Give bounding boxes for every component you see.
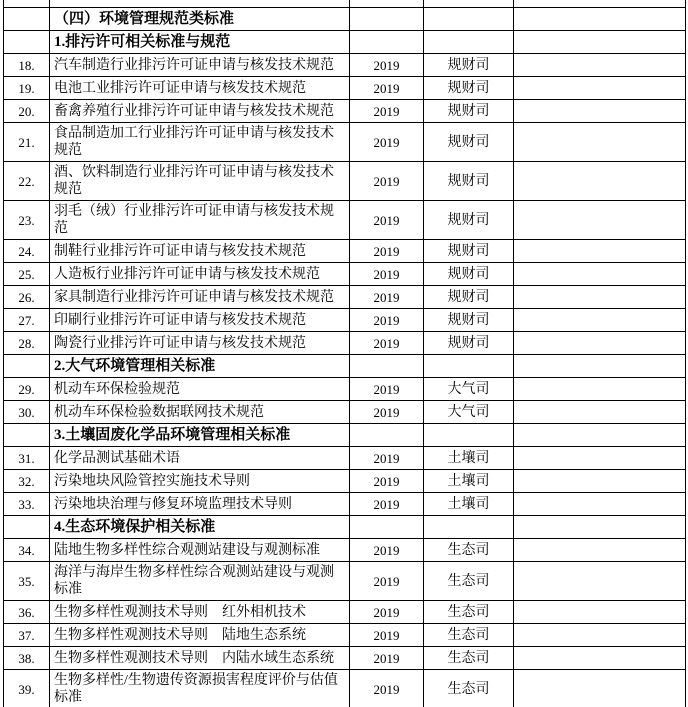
cell-title: 1.排污许可相关标准与规范 [50, 31, 350, 54]
cell-num: 38. [4, 647, 50, 670]
cell-title: 机动车环保检验规范 [50, 378, 350, 401]
cell-num: 34. [4, 539, 50, 562]
table-row [4, 493, 686, 516]
cell-notes [514, 601, 686, 624]
cell-notes [514, 401, 686, 424]
cell-num: 25. [4, 263, 50, 286]
cell-title: 污染地块治理与修复环境监理技术导则 [50, 493, 350, 516]
cell-year [350, 516, 424, 539]
cell-num: 32. [4, 470, 50, 493]
cell-year: 2019 [350, 670, 424, 707]
cell-title: 汽车制造行业排污许可证申请与核发技术规范 [50, 54, 350, 77]
cell-year: 2019 [350, 286, 424, 309]
cell-num: 39. [4, 670, 50, 707]
cell-dept: 规财司 [424, 332, 514, 355]
cell-notes [514, 493, 686, 516]
cell-dept: 规财司 [424, 54, 514, 77]
cell-title: 生物多样性/生物遗传资源损害程度评价与估值标准 [50, 670, 350, 707]
cell-title: 羽毛（绒）行业排污许可证申请与核发技术规范 [50, 201, 350, 240]
cell-year: 2019 [350, 562, 424, 601]
cell-title: 机动车环保检验数据联网技术规范 [50, 401, 350, 424]
cell-notes [514, 355, 686, 378]
cell-num: 33. [4, 493, 50, 516]
cell-num: 20. [4, 100, 50, 123]
cell-num [4, 516, 50, 539]
cell-dept: 生态司 [424, 624, 514, 647]
cell-num: 30. [4, 401, 50, 424]
table-row [4, 162, 686, 201]
cell-notes [514, 562, 686, 601]
cell-num: 23. [4, 201, 50, 240]
cell-notes [514, 539, 686, 562]
table-row [4, 670, 686, 707]
cell-title: 制鞋行业排污许可证申请与核发技术规范 [50, 240, 350, 263]
cell-num: 21. [4, 123, 50, 162]
cell-dept: 大气司 [424, 401, 514, 424]
partial-row-top [4, 0, 686, 8]
table-row [4, 123, 686, 162]
cell-year: 2019 [350, 201, 424, 240]
table-row [4, 562, 686, 601]
cell-year: 2019 [350, 401, 424, 424]
cell-num [4, 355, 50, 378]
cell-notes [514, 670, 686, 707]
cell-dept [424, 355, 514, 378]
cell-dept: 规财司 [424, 309, 514, 332]
cell-num [4, 424, 50, 447]
cell-dept: 生态司 [424, 670, 514, 707]
cell-dept: 生态司 [424, 647, 514, 670]
cell-year: 2019 [350, 309, 424, 332]
standards-table [3, 0, 686, 707]
cell-notes [514, 309, 686, 332]
cell-num: 36. [4, 601, 50, 624]
cell-notes [514, 470, 686, 493]
cell-dept: 土壤司 [424, 493, 514, 516]
table-row [4, 201, 686, 240]
cell-title: 人造板行业排污许可证申请与核发技术规范 [50, 263, 350, 286]
cell-title: 海洋与海岸生物多样性综合观测站建设与观测标准 [50, 562, 350, 601]
cell-notes [514, 8, 686, 31]
cell-empty [350, 0, 424, 8]
cell-empty [424, 0, 514, 8]
cell-year: 2019 [350, 54, 424, 77]
cell-dept: 规财司 [424, 286, 514, 309]
cell-notes [514, 263, 686, 286]
table-row [4, 309, 686, 332]
cell-notes [514, 332, 686, 355]
cell-num: 35. [4, 562, 50, 601]
cell-title: 污染地块风险管控实施技术导则 [50, 470, 350, 493]
table-row [4, 54, 686, 77]
cell-notes [514, 162, 686, 201]
cell-title: 生物多样性观测技术导则 红外相机技术 [50, 601, 350, 624]
cell-empty [514, 0, 686, 8]
section-header-row [4, 31, 686, 54]
cell-title: 陶瓷行业排污许可证申请与核发技术规范 [50, 332, 350, 355]
table-row [4, 647, 686, 670]
cell-notes [514, 378, 686, 401]
cell-year: 2019 [350, 601, 424, 624]
cell-title: 电池工业排污许可证申请与核发技术规范 [50, 77, 350, 100]
cell-year: 2019 [350, 77, 424, 100]
table-row [4, 77, 686, 100]
table-row [4, 401, 686, 424]
cell-num: 31. [4, 447, 50, 470]
table-row [4, 447, 686, 470]
cell-dept [424, 516, 514, 539]
table-row [4, 624, 686, 647]
cell-year [350, 8, 424, 31]
table-row [4, 263, 686, 286]
table-row [4, 332, 686, 355]
section-header-row [4, 516, 686, 539]
cell-notes [514, 624, 686, 647]
cell-dept [424, 31, 514, 54]
cell-dept: 大气司 [424, 378, 514, 401]
cell-dept: 土壤司 [424, 470, 514, 493]
cell-notes [514, 77, 686, 100]
cell-title: 印刷行业排污许可证申请与核发技术规范 [50, 309, 350, 332]
section-header-row [4, 355, 686, 378]
cell-year: 2019 [350, 100, 424, 123]
cell-year: 2019 [350, 123, 424, 162]
cell-notes [514, 447, 686, 470]
cell-empty [50, 0, 350, 8]
cell-year [350, 31, 424, 54]
cell-notes [514, 286, 686, 309]
cell-title: 家具制造行业排污许可证申请与核发技术规范 [50, 286, 350, 309]
cell-year: 2019 [350, 624, 424, 647]
cell-year: 2019 [350, 162, 424, 201]
cell-year: 2019 [350, 263, 424, 286]
cell-num: 24. [4, 240, 50, 263]
cell-year: 2019 [350, 470, 424, 493]
cell-num: 18. [4, 54, 50, 77]
cell-num [4, 8, 50, 31]
cell-year: 2019 [350, 493, 424, 516]
table-row [4, 286, 686, 309]
cell-notes [514, 424, 686, 447]
cell-num: 29. [4, 378, 50, 401]
cell-notes [514, 123, 686, 162]
table-body [4, 0, 686, 707]
table-row [4, 470, 686, 493]
cell-title: 4.生态环境保护相关标准 [50, 516, 350, 539]
cell-year: 2019 [350, 378, 424, 401]
cell-num: 26. [4, 286, 50, 309]
cell-dept: 规财司 [424, 162, 514, 201]
cell-num: 19. [4, 77, 50, 100]
cell-notes [514, 201, 686, 240]
cell-year [350, 424, 424, 447]
cell-num: 27. [4, 309, 50, 332]
cell-title: （四）环境管理规范类标准 [50, 8, 350, 31]
section-header-row [4, 424, 686, 447]
cell-title: 2.大气环境管理相关标准 [50, 355, 350, 378]
cell-dept: 规财司 [424, 240, 514, 263]
cell-notes [514, 100, 686, 123]
cell-num: 28. [4, 332, 50, 355]
cell-dept: 生态司 [424, 562, 514, 601]
cell-notes [514, 54, 686, 77]
cell-year: 2019 [350, 539, 424, 562]
table-row [4, 240, 686, 263]
cell-num: 37. [4, 624, 50, 647]
cell-notes [514, 647, 686, 670]
table-row [4, 601, 686, 624]
cell-num [4, 31, 50, 54]
cell-dept: 生态司 [424, 601, 514, 624]
cell-year: 2019 [350, 447, 424, 470]
cell-dept: 规财司 [424, 201, 514, 240]
cell-notes [514, 240, 686, 263]
table-row [4, 378, 686, 401]
cell-title: 陆地生物多样性综合观测站建设与观测标准 [50, 539, 350, 562]
cell-dept [424, 8, 514, 31]
cell-dept: 土壤司 [424, 447, 514, 470]
cell-year: 2019 [350, 647, 424, 670]
cell-title: 化学品测试基础术语 [50, 447, 350, 470]
cell-year [350, 355, 424, 378]
cell-year: 2019 [350, 240, 424, 263]
cell-dept [424, 424, 514, 447]
cell-dept: 规财司 [424, 123, 514, 162]
cell-title: 食品制造加工行业排污许可证申请与核发技术规范 [50, 123, 350, 162]
table-row [4, 539, 686, 562]
section-header-row [4, 8, 686, 31]
cell-title: 畜禽养殖行业排污许可证申请与核发技术规范 [50, 100, 350, 123]
cell-year: 2019 [350, 332, 424, 355]
cell-title: 生物多样性观测技术导则 内陆水域生态系统 [50, 647, 350, 670]
cell-title: 3.土壤固废化学品环境管理相关标准 [50, 424, 350, 447]
cell-notes [514, 516, 686, 539]
cell-num: 22. [4, 162, 50, 201]
cell-dept: 生态司 [424, 539, 514, 562]
cell-title: 生物多样性观测技术导则 陆地生态系统 [50, 624, 350, 647]
cell-empty [4, 0, 50, 8]
cell-dept: 规财司 [424, 77, 514, 100]
cell-dept: 规财司 [424, 100, 514, 123]
cell-dept: 规财司 [424, 263, 514, 286]
table-row [4, 100, 686, 123]
cell-title: 酒、饮料制造行业排污许可证申请与核发技术规范 [50, 162, 350, 201]
cell-notes [514, 31, 686, 54]
